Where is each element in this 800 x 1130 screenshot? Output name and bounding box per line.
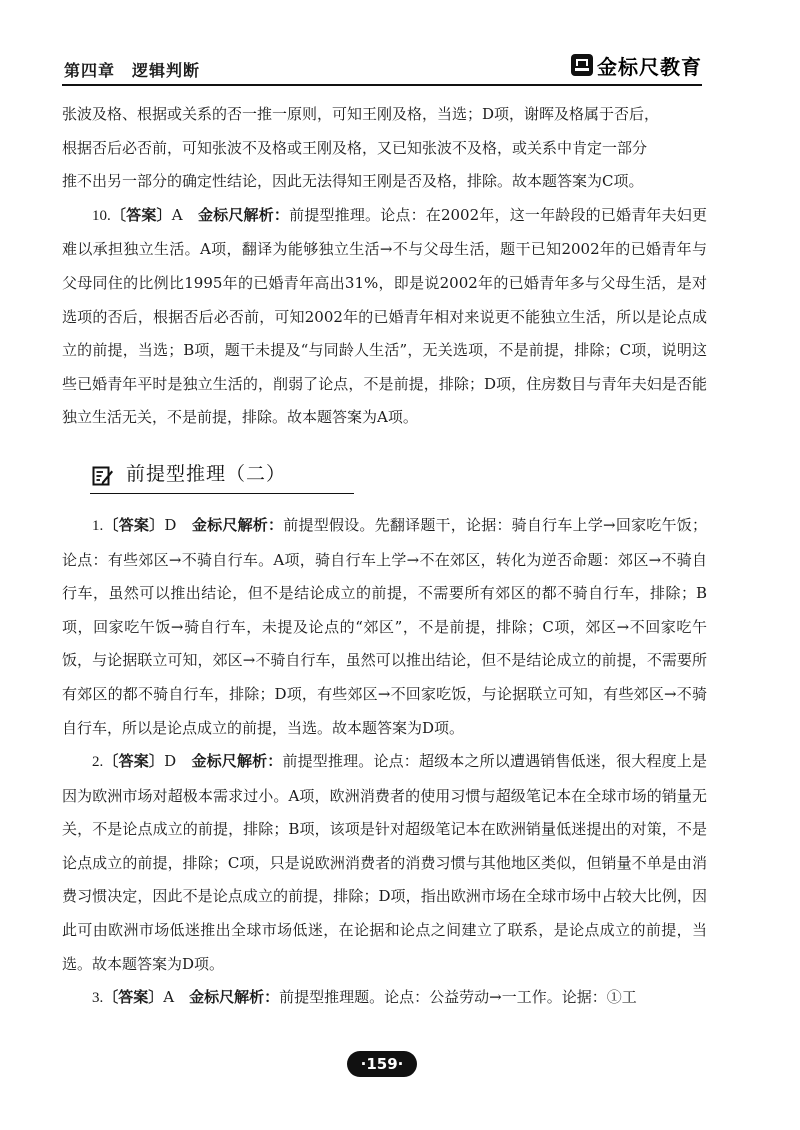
answer-label: 〔答案〕 [110,205,172,224]
page-header [62,50,702,82]
answer-item-2 [62,745,707,981]
header-divider [62,84,702,86]
item-number: 2. [92,754,104,771]
answer-letter: A [171,205,183,224]
answer-item-3 [62,981,707,1016]
answer-letter: D [164,752,177,771]
analysis-text: 前提型推理题。论点：公益劳动→一工作。论据：①工 [279,988,637,1007]
brand-logo [571,52,702,78]
section-heading [62,443,707,503]
answer-letter: D [164,515,177,534]
item-number: 1. [92,517,104,534]
analysis-label: 金标尺解析： [191,515,284,534]
item-number: 10. [92,207,111,224]
section-title: 前提型推理（二） [126,462,287,485]
intro-line: 张波及格、根据或关系的否一推一原则，可知王刚及格，当选；D项，谢晖及格属于否后， [62,105,660,123]
analysis-label: 金标尺解析： [191,752,283,771]
brand-logo-icon [571,54,593,76]
page-number: ·159· [347,1051,417,1077]
brand-name: 金标尺教育 [597,54,702,79]
chapter-title: 第四章 逻辑判断 [64,61,201,80]
analysis-text: 前提型推理。论点：在2002年，这一年龄段的已婚青年夫妇更难以承担独立生活。A项，翻译为能够独立生活→不与父母生活，题干已知2002年的已婚青年与父母同住的比例比1995年的已婚青年高出31%，即是说2002年的已婚青年多与父母生活，是对选项的否后，根据否后必否前，可知2002年的已婚青年相对来说更不能独立生活，所以是论点成立的前提，当选；B项，题干未提及“与同龄人生活”，无关选项，不是前提，排除；C项，说明这些已婚青年平时是独立生活的，削弱了论点，不是前提，排除；D项，住房数目与青年夫妇是否能独立生活无关，不是前提，排除。故本题答案为A项。 [62,205,707,427]
intro-line: 推不出另一部分的确定性结论，因此无法得知王刚是否及格，排除。故本题答案为C项。 [62,172,644,191]
answer-item-1 [62,509,707,745]
page-content [62,98,707,1016]
intro-line: 根据否后必否前，可知张波不及格或王刚及格，又已知张波不及格，或关系中肯定一部分 [62,138,648,157]
analysis-label: 金标尺解析： [189,988,280,1007]
section-underline [90,493,354,494]
answer-letter: A [163,988,175,1007]
analysis-text: 前提型假设。先翻译题干，论据：骑自行车上学→回家吃午饭；论点：有些郊区→不骑自行车。A项，骑自行车上学→不在郊区，转化为逆否命题：郊区→不骑自行车，虽然可以推出结论，但不是结论成立的前提，不需要所有郊区的都不骑自行车，排除；B项，回家吃午饭→骑自行车，未提及论点的“郊区”，不是前提，排除；C项，郊区→不回家吃午饭，与论据联立可知，郊区→不骑自行车，虽然可以推出结论，但不是结论成立的前提，不需要所有郊区的都不骑自行车，排除；D项，有些郊区→不回家吃饭，与论据联立可知，有些郊区→不骑自行车，所以是论点成立的前提，当选。故本题答案为D项。 [62,515,707,737]
answer-label: 〔答案〕 [103,988,164,1007]
analysis-label: 金标尺解析： [197,205,290,224]
analysis-text: 前提型推理。论点：超级本之所以遭遇销售低迷，很大程度上是因为欧洲市场对超极本需求过小。A项，欧洲消费者的使用习惯与超级笔记本在全球市场的销量无关，不是论点成立的前提，排除；B项，该项是针对超级笔记本在欧洲销量低迷提出的对策，不是论点成立的前提，排除；C项，只是说欧洲消费者的消费习惯与其他地区类似，但销量不单是由消费习惯决定，因此不是论点成立的前提，排除；D项，指出欧洲市场在全球市场中占较大比例，因此可由欧洲市场低迷推出全球市场低迷，在论据和论点之间建立了联系，是论点成立的前提，当选。故本题答案为D项。 [62,752,707,973]
answer-label: 〔答案〕 [103,515,165,534]
answer-item-10 [62,199,707,435]
item-number: 3. [92,990,104,1007]
edit-note-icon [92,465,114,487]
answer-label: 〔答案〕 [103,752,165,771]
